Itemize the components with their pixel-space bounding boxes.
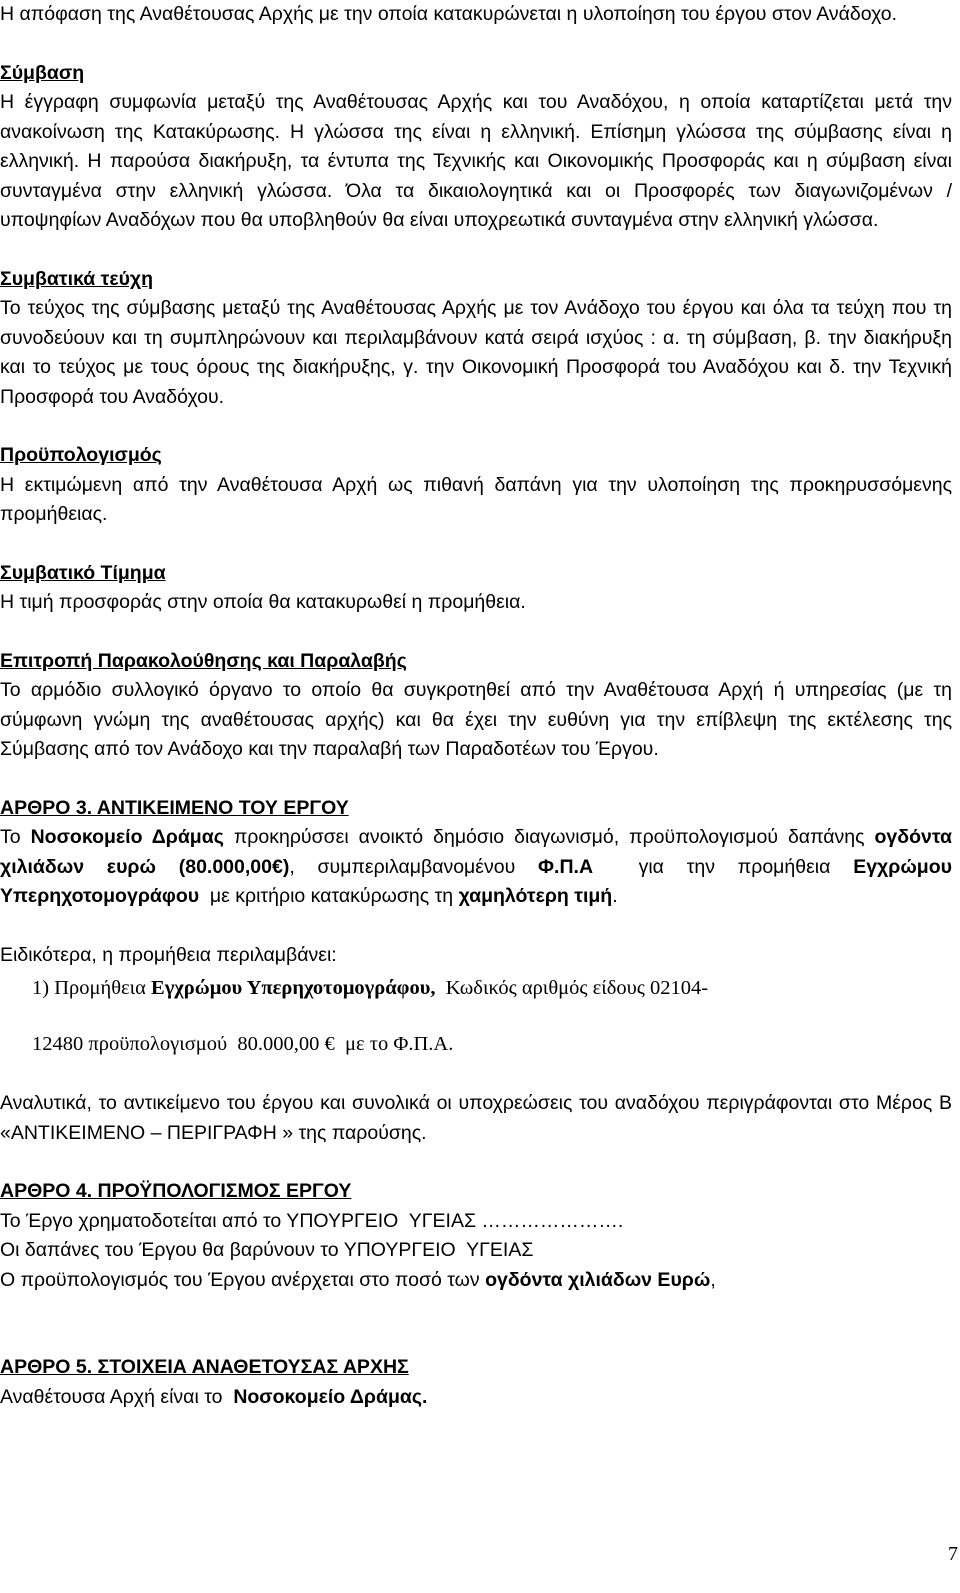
section-symvasi xyxy=(0,59,952,236)
page-number: 7 xyxy=(948,1543,958,1565)
heading-symvatika-teuxi: Συμβατικά τεύχη xyxy=(0,267,154,290)
text-run: , xyxy=(710,1268,716,1291)
bold-device-name: Εγχρώμου Υπερηχοτομογράφου, xyxy=(151,977,436,999)
article-5-heading: ΑΡΘΡΟ 5. ΣΤΟΙΧΕΙΑ ΑΝΑΘΕΤΟΥΣΑΣ ΑΡΧΗΣ xyxy=(0,1356,409,1378)
article-3-item-line-2: 12480 προϋπολογισμού 80.000,00 € με το Φ.Π.Α. xyxy=(32,1032,454,1055)
text-run: Κωδικός αριθμός είδους 02104- xyxy=(435,977,709,999)
bold-award-criterion: χαμηλότερη τιμή xyxy=(458,885,613,907)
article-4 xyxy=(0,1177,952,1295)
section-proypologismos xyxy=(0,441,952,530)
intro-paragraph: Η απόφαση της Αναθέτουσας Αρχής με την οποία κατακυρώνεται η υλοποίηση του έργου στον Ανάδοχο. xyxy=(0,3,898,25)
article-3-heading: ΑΡΘΡΟ 3. ΑΝΤΙΚΕΙΜΕΝΟ ΤΟΥ ΕΡΓΟΥ xyxy=(0,796,349,819)
bold-device-name: Εγχρώμου Υπερηχοτομογράφου xyxy=(0,855,952,907)
section-symvatiko-timima xyxy=(0,559,952,618)
article-3 xyxy=(0,794,952,1149)
text-run: με κριτήριο κατακύρωσης τη xyxy=(199,885,459,907)
text-run: Το xyxy=(0,826,31,848)
heading-epitropi: Επιτροπή Παρακολούθησης και Παραλαβής xyxy=(0,649,407,672)
section-epitropi xyxy=(0,647,952,765)
text-symvatika-teuxi: Το τεύχος της σύμβασης μεταξύ της Αναθέτουσας Αρχής με τον Ανάδοχο του έργου και όλα τα τεύχη που τη συνοδεύουν και τη συμπληρώνουν και περιλαμβάνουν κατά σειρά ισχύος : α. τη σύμβαση, β. την διακήρυξη και το τεύχος με τους όρους της διακήρυξης, γ. την Οικονομική Προσφορά του Αναδόχου και δ. την Τεχνική Προσφορά του Αναδόχου. xyxy=(0,297,952,408)
text-run: , συμπεριλαμβανομένου xyxy=(289,855,539,878)
section-symvatika-teuxi xyxy=(0,265,952,413)
article-3-item-line-1 xyxy=(0,974,952,1004)
article-3-paragraph-1 xyxy=(0,823,952,912)
text-run: για την προμήθεια xyxy=(593,855,854,878)
article-3-paragraph-2: Ειδικότερα, η προμήθεια περιλαμβάνει: xyxy=(0,943,337,966)
heading-symvatiko-timima: Συμβατικό Τίμημα xyxy=(0,561,166,584)
article-4-line-2: Οι δαπάνες του Έργου θα βαρύνουν το ΥΠΟΥΡΓΕΙΟ ΥΓΕΙΑΣ xyxy=(0,1239,534,1261)
text-run: Αναθέτουσα Αρχή είναι το xyxy=(0,1385,234,1408)
heading-symvasi: Σύμβαση xyxy=(0,61,85,84)
text-run: 1) Προμήθεια xyxy=(32,977,152,999)
bold-budget-amount: ογδόντα χιλιάδων ευρώ (80.000,00€) xyxy=(0,826,952,878)
article-4-line-1: Το Έργο χρηματοδοτείται από το ΥΠΟΥΡΓΕΙΟ ΥΓΕΙΑΣ …………………. xyxy=(0,1209,624,1232)
article-4-heading: ΑΡΘΡΟ 4. ΠΡΟΫΠΟΛΟΓΙΣΜΟΣ ΕΡΓΟΥ xyxy=(0,1180,352,1202)
article-5-line-1 xyxy=(0,1383,952,1413)
text-symvasi: Η έγγραφη συμφωνία μεταξύ της Αναθέτουσας Αρχής και του Αναδόχου, η οποία καταρτίζεται μετά την ανακοίνωση της Κατακύρωσης. Η γλώσσα της είναι η ελληνική. Επίσημη γλώσσα της σύμβασης είναι η ελληνική. Η παρούσα διακήρυξη, τα έντυπα της Τεχνικής και Οικονομικής Προσφοράς και η σύμβαση είναι συνταγμένα στην ελληνική γλώσσα. Όλα τα δικαιολογητικά και οι Προσφορές των διαγωνιζομένων / υποψηφίων Αναδόχων που θα υποβληθούν θα είναι υποχρεωτικά συνταγμένα στην ελληνική γλώσσα. xyxy=(0,91,952,231)
article-5 xyxy=(0,1353,952,1412)
text-proypologismos: Η εκτιμώμενη από την Αναθέτουσα Αρχή ως πιθανή δαπάνη για την υλοποίηση της προκηρυσσόμενης προμήθειας. xyxy=(0,473,952,525)
text-symvatiko-timima: Η τιμή προσφοράς στην οποία θα κατακυρωθεί η προμήθεια. xyxy=(0,591,526,613)
bold-budget-words: ογδόντα χιλιάδων Ευρώ xyxy=(485,1268,711,1291)
text-run: Ο προϋπολογισμός του Έργου ανέρχεται στο ποσό των xyxy=(0,1268,486,1291)
bold-vat: Φ.Π.Α xyxy=(538,855,594,878)
text-run: . xyxy=(612,885,618,907)
text-run: προκηρύσσει ανοικτό δημόσιο διαγωνισμό, προϋπολογισμού δαπάνης xyxy=(223,826,875,848)
article-4-line-3 xyxy=(0,1266,952,1296)
text-epitropi: Το αρμόδιο συλλογικό όργανο το οποίο θα συγκροτηθεί από την Αναθέτουσα Αρχή ή υπηρεσίας (με τη σύμφωνη γνώμη της αναθέτουσας αρχής) και θα έχει την ευθύνη για την επίβλεψη της εκτέλεσης της Σύμβασης από τον Ανάδοχο και την παραλαβή των Παραδοτέων του Έργου. xyxy=(0,679,952,760)
article-3-paragraph-3: Αναλυτικά, το αντικείμενο του έργου και συνολικά οι υποχρεώσεις του αναδόχου περιγράφονται στο Μέρος Β «ΑΝΤΙΚΕΙΜΕΝΟ – ΠΕΡΙΓΡΑΦΗ » της παρούσης. xyxy=(0,1092,952,1144)
bold-hospital-name: Νοσοκομείο Δράμας xyxy=(30,826,224,848)
heading-proypologismos: Προϋπολογισμός xyxy=(0,444,162,466)
bold-hospital-name: Νοσοκομείο Δράμας. xyxy=(233,1385,428,1408)
